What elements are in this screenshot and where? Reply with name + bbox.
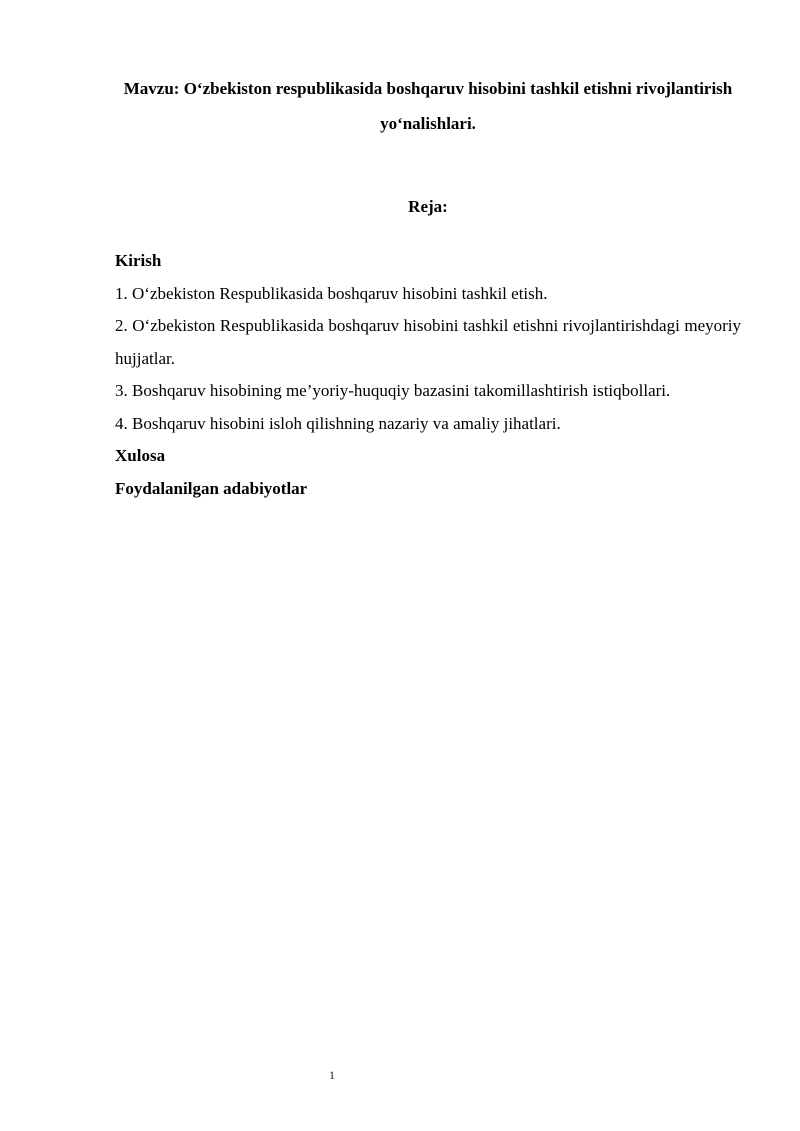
document-title: Mavzu: O‘zbekiston respublikasida boshqaruv hisobini tashkil etishni rivojlantirish yo‘nalishlari. [123,79,733,133]
page-number: 1 [329,1068,335,1082]
plan-item-1: 1. O‘zbekiston Respublikasida boshqaruv hisobini tashkil etish. [115,283,548,303]
plan-item-4: 4. Boshqaruv hisobini isloh qilishning nazariy va amaliy jihatlari. [115,413,561,433]
plan-list [115,245,741,505]
plan-item-kirish: Kirish [115,251,162,270]
plan-item-xulosa: Xulosa [115,446,166,465]
plan-heading: Reja: [408,197,448,216]
plan-item-adabiyotlar: Foydalanilgan adabiyotlar [115,478,308,498]
plan-item-3: 3. Boshqaruv hisobining me’yoriy-huquqiy bazasini takomillashtirish istiqbollari. [115,381,671,400]
plan-item-2: 2. O‘zbekiston Respublikasida boshqaruv hisobini tashkil etishni rivojlantirishdagi meyoriy hujjatlar. [115,316,741,368]
